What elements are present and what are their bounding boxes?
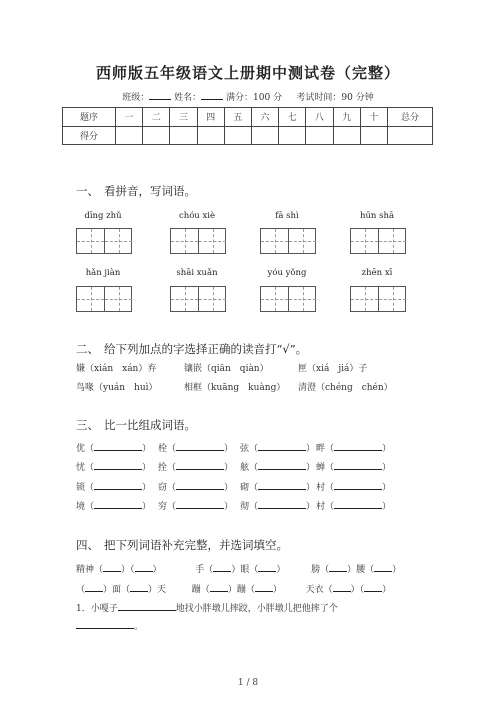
class-blank[interactable] bbox=[149, 91, 171, 100]
writing-grid[interactable] bbox=[76, 228, 132, 254]
writing-grid[interactable] bbox=[170, 286, 226, 312]
character: 优 bbox=[76, 444, 86, 454]
idiom-text: ） bbox=[152, 565, 162, 575]
fill-blank[interactable] bbox=[130, 583, 148, 592]
idiom-text: ）天 bbox=[148, 585, 167, 595]
character: 村 bbox=[316, 502, 326, 512]
fill-blank[interactable] bbox=[258, 481, 306, 490]
pinyin-label: fā shì bbox=[275, 211, 299, 221]
fill-blank[interactable] bbox=[210, 583, 228, 592]
fill-blank[interactable] bbox=[118, 602, 176, 611]
score-cell[interactable] bbox=[197, 126, 224, 145]
fill-blank[interactable] bbox=[94, 442, 142, 451]
word-compare-item: 砌（ ） bbox=[240, 483, 316, 493]
idiom-text: 精神（ bbox=[76, 565, 104, 575]
score-cell[interactable] bbox=[279, 126, 306, 145]
fill-blank[interactable] bbox=[135, 563, 153, 572]
question-text: 。 bbox=[134, 622, 144, 632]
word-compare-item: 蝉（ ） bbox=[316, 463, 392, 473]
fill-blank[interactable] bbox=[333, 583, 351, 592]
word-compare-item: 畔（ ） bbox=[316, 444, 392, 454]
writing-grid[interactable] bbox=[260, 228, 316, 254]
question-1-continued bbox=[76, 619, 143, 632]
pronunciation-choice[interactable]: 嫌（xián xán）弃 bbox=[76, 364, 157, 374]
table-header-cell: 二 bbox=[143, 108, 170, 127]
table-header-cell: 九 bbox=[333, 108, 360, 127]
name-label: 姓名： bbox=[174, 93, 202, 103]
idiom-text: 蹦（ bbox=[191, 585, 210, 595]
writing-grid[interactable] bbox=[350, 286, 406, 312]
character: 穷 bbox=[158, 502, 168, 512]
fill-blank[interactable] bbox=[176, 461, 224, 470]
name-blank[interactable] bbox=[201, 91, 223, 100]
table-header-cell: 四 bbox=[197, 108, 224, 127]
pronunciation-choice[interactable]: 镶嵌（qiān qiàn） bbox=[184, 364, 269, 374]
section-number: 二、 bbox=[76, 342, 99, 356]
fill-blank[interactable] bbox=[85, 583, 103, 592]
table-header-cell: 总分 bbox=[388, 108, 433, 127]
pronunciation-choice[interactable]: 清澄（chéng chén） bbox=[298, 383, 393, 393]
section-instruction: 把下列词语补充完整，并选词填空。 bbox=[104, 538, 288, 552]
section-number: 四、 bbox=[76, 538, 99, 552]
section-2-heading bbox=[76, 341, 307, 357]
score-cell[interactable] bbox=[251, 126, 278, 145]
score-table-header-row bbox=[63, 108, 433, 127]
character: 栓 bbox=[158, 444, 168, 454]
fill-blank[interactable] bbox=[258, 461, 306, 470]
time-label: 考试时间：90 分钟 bbox=[296, 93, 374, 103]
word-compare-item: 锁（ ） bbox=[76, 483, 152, 493]
fill-blank[interactable] bbox=[334, 500, 382, 509]
character: 彻 bbox=[240, 502, 250, 512]
question-1 bbox=[76, 601, 338, 614]
section-3-heading bbox=[76, 417, 196, 433]
idiom-line-1 bbox=[76, 562, 401, 575]
fill-blank[interactable] bbox=[94, 500, 142, 509]
word-compare-item: 窃（ ） bbox=[158, 483, 234, 493]
section-4-heading bbox=[76, 537, 288, 553]
fill-blank[interactable] bbox=[176, 500, 224, 509]
fill-blank[interactable] bbox=[213, 563, 231, 572]
score-table bbox=[62, 107, 433, 145]
table-header-cell: 题序 bbox=[63, 108, 116, 127]
idiom-text: ）眼（ bbox=[231, 565, 259, 575]
score-row-label: 得分 bbox=[63, 126, 116, 145]
character: 境 bbox=[76, 502, 86, 512]
idiom-text: 手（ bbox=[195, 565, 214, 575]
fill-blank[interactable] bbox=[334, 461, 382, 470]
section-instruction: 看拼音，写词语。 bbox=[104, 184, 196, 198]
idiom-text: ）腰（ bbox=[347, 565, 375, 575]
section-instruction: 比一比组成词语。 bbox=[104, 418, 196, 432]
idiom-line-2 bbox=[76, 582, 391, 595]
score-table-score-row bbox=[63, 126, 433, 145]
idiom-text: 膀（ bbox=[311, 565, 330, 575]
idiom-text: ）蹦（ bbox=[227, 585, 255, 595]
fill-blank[interactable] bbox=[258, 442, 306, 451]
word-compare-item: 舷（ ） bbox=[240, 463, 316, 473]
score-cell[interactable] bbox=[388, 126, 433, 145]
word-compare-item: 栓（ ） bbox=[158, 444, 234, 454]
pronunciation-choice[interactable]: 相框（kuāng kuàng） bbox=[184, 383, 286, 393]
score-cell[interactable] bbox=[116, 126, 143, 145]
idiom-text: ）（ bbox=[121, 565, 135, 575]
score-cell[interactable] bbox=[333, 126, 360, 145]
character: 村 bbox=[316, 483, 326, 493]
fill-blank[interactable] bbox=[334, 442, 382, 451]
fill-blank[interactable] bbox=[94, 481, 142, 490]
fill-blank[interactable] bbox=[374, 563, 392, 572]
word-compare-item: 村（ ） bbox=[316, 483, 392, 493]
table-header-cell: 六 bbox=[251, 108, 278, 127]
word-compare-item: 穷（ ） bbox=[158, 502, 234, 512]
fill-blank[interactable] bbox=[258, 500, 306, 509]
class-label: 班级： bbox=[122, 93, 150, 103]
idiom-text: ） bbox=[392, 565, 402, 575]
idiom-text: 天衣（ bbox=[305, 585, 333, 595]
table-header-cell: 十 bbox=[360, 108, 387, 127]
fill-blank[interactable] bbox=[103, 563, 121, 572]
pinyin-label: hūn shā bbox=[359, 211, 395, 221]
table-header-cell: 七 bbox=[279, 108, 306, 127]
character: 砌 bbox=[240, 483, 250, 493]
exam-info bbox=[0, 90, 496, 103]
score-cell[interactable] bbox=[170, 126, 197, 145]
score-cell[interactable] bbox=[143, 126, 170, 145]
section-instruction: 给下列加点的字选择正确的读音打“√”。 bbox=[104, 342, 308, 356]
fill-blank[interactable] bbox=[255, 583, 273, 592]
word-compare-item: 境（ ） bbox=[76, 502, 152, 512]
table-header-cell: 八 bbox=[306, 108, 333, 127]
character: 忧 bbox=[76, 463, 86, 473]
writing-grid[interactable] bbox=[350, 228, 406, 254]
fill-blank[interactable] bbox=[94, 461, 142, 470]
writing-grid[interactable] bbox=[170, 228, 226, 254]
word-compare-item: 拴（ ） bbox=[158, 463, 234, 473]
fill-blank[interactable] bbox=[76, 620, 134, 629]
score-cell[interactable] bbox=[360, 126, 387, 145]
word-compare-item: 忧（ ） bbox=[76, 463, 152, 473]
section-number: 三、 bbox=[76, 418, 99, 432]
word-compare-item: 村（ ） bbox=[316, 502, 392, 512]
word-compare-item: 弦（ ） bbox=[240, 444, 316, 454]
idiom-text: ） bbox=[382, 585, 392, 595]
table-header-cell: 三 bbox=[170, 108, 197, 127]
word-compare-item: 彻（ ） bbox=[240, 502, 316, 512]
question-text: 1．小嘎子 bbox=[76, 604, 118, 614]
pinyin-label: chóu xiè bbox=[178, 211, 216, 221]
page-number: 1 / 8 bbox=[237, 678, 259, 688]
section-number: 一、 bbox=[76, 184, 99, 198]
score-cell[interactable] bbox=[306, 126, 333, 145]
idiom-text: ） bbox=[276, 565, 286, 575]
idiom-text: ） bbox=[272, 585, 282, 595]
score-cell[interactable] bbox=[224, 126, 251, 145]
idiom-text: ）（ bbox=[350, 585, 365, 595]
fill-blank[interactable] bbox=[334, 481, 382, 490]
pinyin-label: dīng zhǔ bbox=[84, 211, 122, 221]
fill-blank[interactable] bbox=[176, 481, 224, 490]
page-title: 西师版五年级语文上册期中测试卷（完整） bbox=[95, 64, 400, 82]
idiom-text: （ bbox=[76, 585, 86, 595]
score-label: 满分：100 分 bbox=[226, 93, 283, 103]
question-text: 地找小胖墩儿摔跤，小胖墩儿把他摔了个 bbox=[175, 604, 338, 614]
character: 拴 bbox=[158, 463, 168, 473]
writing-grid[interactable] bbox=[76, 286, 132, 312]
character: 弦 bbox=[240, 444, 250, 454]
word-compare-item: 优（ ） bbox=[76, 444, 152, 454]
character: 舷 bbox=[240, 463, 250, 473]
pinyin-label: hǎn jiàn bbox=[85, 268, 121, 278]
pronunciation-choice[interactable]: 鸟喙（yuán huì） bbox=[76, 383, 158, 393]
fill-blank[interactable] bbox=[329, 563, 347, 572]
table-header-cell: 一 bbox=[116, 108, 143, 127]
idiom-text: ）面（ bbox=[103, 585, 131, 595]
character: 蝉 bbox=[316, 463, 326, 473]
table-header-cell: 五 bbox=[224, 108, 251, 127]
pronunciation-choice[interactable]: 匣（xiá jiá）子 bbox=[298, 364, 368, 374]
pinyin-label: zhēn xī bbox=[361, 268, 393, 278]
writing-grid[interactable] bbox=[260, 286, 316, 312]
pinyin-label: shāi xuǎn bbox=[176, 268, 218, 278]
character: 窃 bbox=[158, 483, 168, 493]
character: 畔 bbox=[316, 444, 326, 454]
section-1-heading bbox=[76, 183, 196, 199]
fill-blank[interactable] bbox=[176, 442, 224, 451]
character: 锁 bbox=[76, 483, 86, 493]
fill-blank[interactable] bbox=[364, 583, 382, 592]
pinyin-label: yóu yǒng bbox=[267, 268, 307, 278]
fill-blank[interactable] bbox=[258, 563, 276, 572]
